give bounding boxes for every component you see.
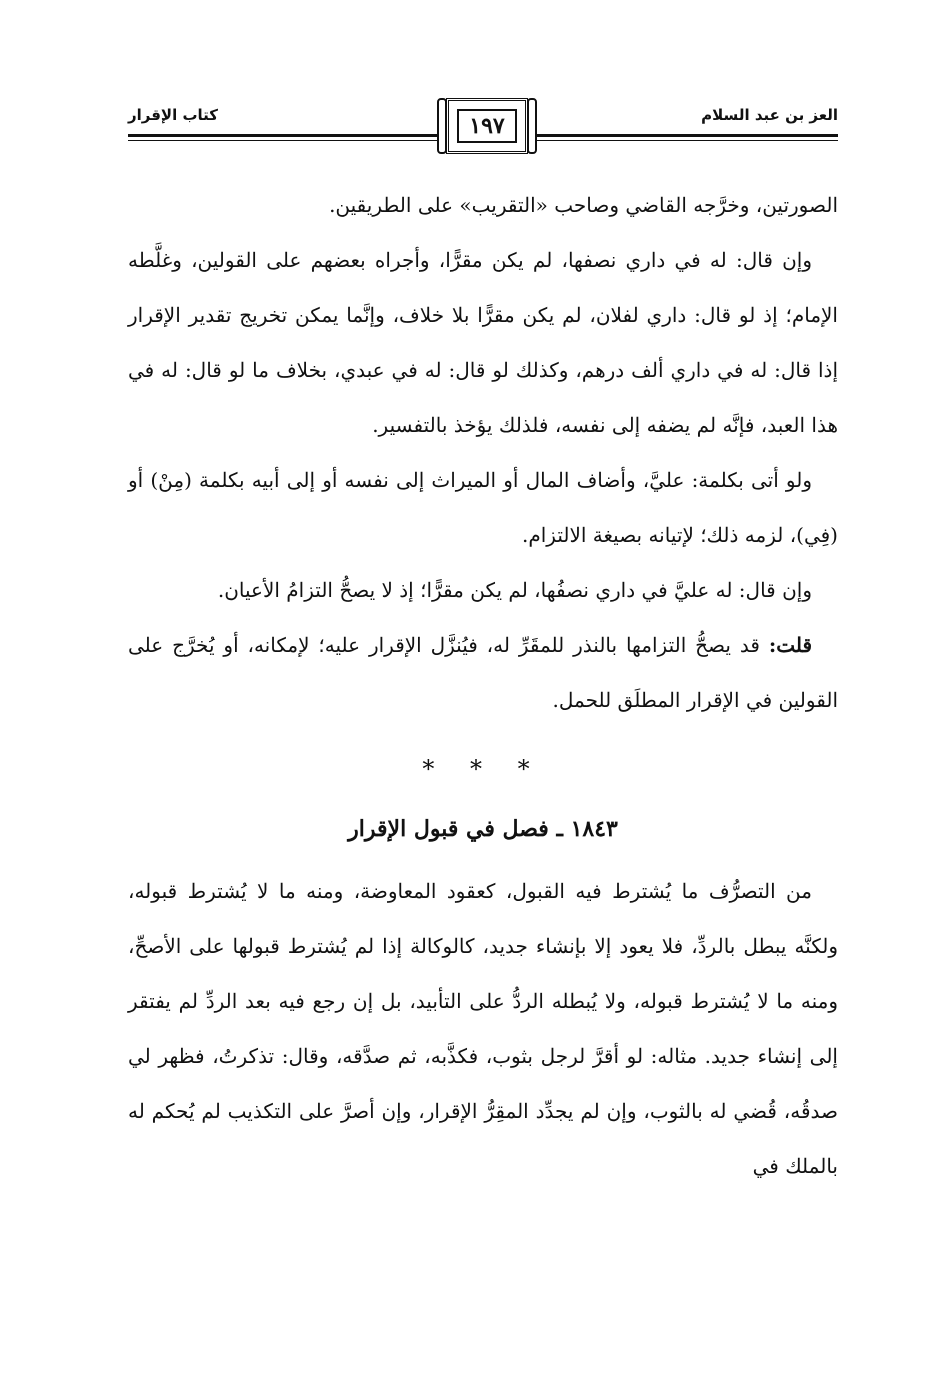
qultu-lead: قلت: bbox=[768, 633, 813, 657]
paragraph-3: ولو أتى بكلمة: عليَّ، وأضاف المال أو الميراث إلى نفسه أو إلى أبيه بكلمة (مِنْ) أو (فِي)، لزمه ذلك؛ لإتيانه بصيغة الالتزام. bbox=[128, 468, 838, 547]
page-number-frame bbox=[446, 98, 528, 154]
header-book-title: كتاب الإقرار bbox=[128, 106, 219, 124]
paragraph-5-text: قد يصحُّ التزامها بالنذر للمقَرِّ له، فيُنزَّل الإقرار عليه؛ لإمكانه، أو يُخرَّج على القولين في الإقرار المطلَق للحمل. bbox=[128, 633, 838, 712]
frame-right-cap bbox=[527, 98, 537, 154]
paragraph-1: الصورتين، وخرَّجه القاضي وصاحب «التقريب» على الطريقين. bbox=[329, 193, 838, 217]
section-heading: ١٨٤٣ ـ فصل في قبول الإقرار bbox=[348, 816, 618, 842]
paragraph-5 bbox=[128, 618, 838, 728]
main-text bbox=[128, 178, 838, 1194]
header-author: العز بن عبد السلام bbox=[701, 106, 838, 124]
paragraph-4: وإن قال: له عليَّ في داري نصفُها، لم يكن مقرًّا؛ إذ لا يصحُّ التزامُ الأعيان. bbox=[217, 578, 812, 602]
paragraph-6: من التصرُّف ما يُشترط فيه القبول، كعقود المعاوضة، ومنه ما لا يُشترط قبوله، ولكنَّه يبطل بالردِّ، فلا يعود إلا بإنشاء جديد، كالوكالة إذا لم يُشترط قبولها على الأصحِّ، ومنه ما لا يُشترط قبوله، ولا يُبطله الردُّ على التأبيد، بل إن رجع فيه بعد الردِّ لم يفتقر إلى إنشاء جديد. مثاله: لو أقرَّ لرجل بثوب، فكذَّبه، ثم صدَّقه، وقال: تذكرتُ، فظهر لي صدقُه، قُضي له بالثوب، وإن لم يجدِّد المقِرُّ الإقرار، وإن أصرَّ على التكذيب لم يُحكم له بالملك في bbox=[128, 879, 838, 1178]
paragraph-2: وإن قال: له في داري نصفها، لم يكن مقرًّا، وأجراه بعضهم على القولين، وغلَّطه الإمام؛ إذ لو قال: داري لفلان، لم يكن مقرًّا بلا خلاف، وإنَّما يمكن تخريج تقدير الإقرار إذا قال: له في داري ألف درهم، وكذلك لو قال: له في عبدي، بخلاف ما لو قال: له في هذا العبد، فإنَّه لم يضفه إلى نفسه، فلذلك يؤخذ بالتفسير. bbox=[128, 248, 838, 437]
running-header bbox=[128, 96, 838, 158]
section-separator: * * * bbox=[422, 755, 544, 783]
page-number: ١٩٧ bbox=[457, 109, 517, 143]
frame-left-cap bbox=[437, 98, 447, 154]
